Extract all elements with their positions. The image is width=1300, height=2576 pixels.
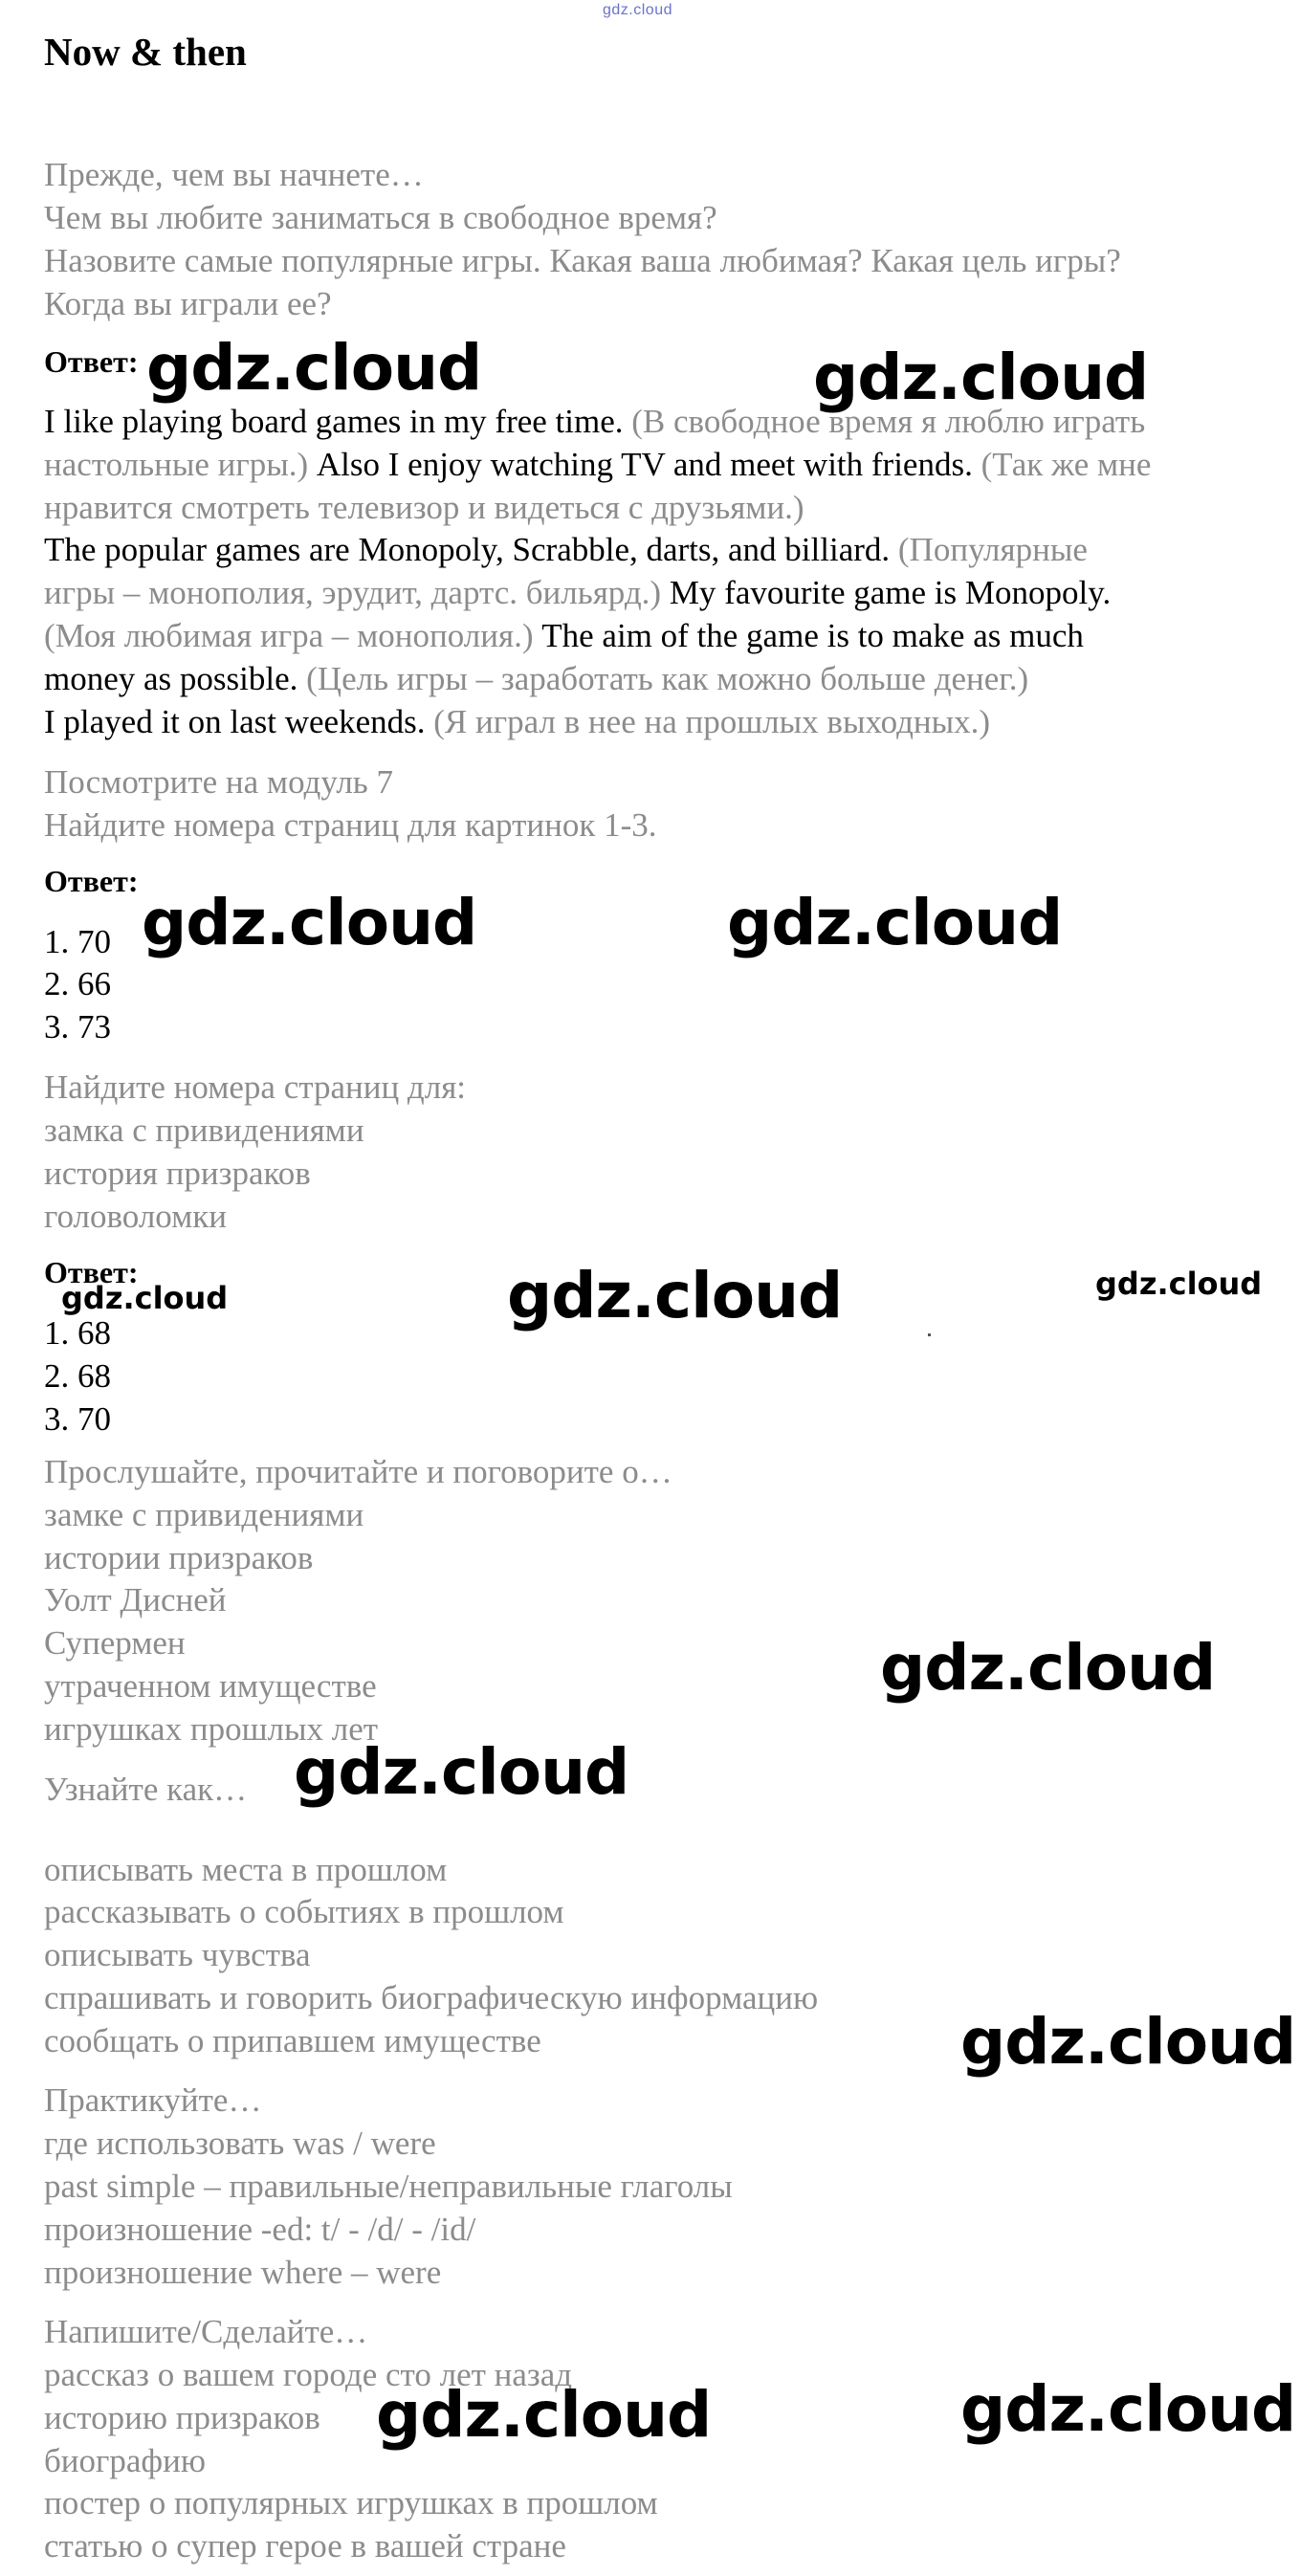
- prompt-line: Чем вы любите заниматься в свободное время?: [44, 199, 717, 236]
- answer-line: [44, 487, 804, 529]
- list-line: произношение where – were: [44, 2254, 442, 2291]
- prompt-line: история призраков: [44, 1155, 311, 1192]
- answer-label: Ответ:: [44, 344, 139, 379]
- prompt-line: головоломки: [44, 1198, 227, 1235]
- list-line: историю призраков: [44, 2399, 320, 2436]
- stray-mark: [928, 1333, 931, 1336]
- list-line: рассказывать о событиях в прошлом: [44, 1893, 564, 1930]
- watermark: gdz.cloud: [880, 1631, 1216, 1705]
- answer-segment: The aim of the game is to make as much: [541, 617, 1084, 654]
- answer-segment: I like playing board games in my free time.: [44, 403, 632, 440]
- watermark: gdz.cloud: [727, 886, 1063, 959]
- prompt-line: Назовите самые популярные игры. Какая ваша любимая? Какая цель игры?: [44, 242, 1121, 279]
- section-heading: Практикуйте…: [44, 2081, 262, 2119]
- answer-segment: money as possible.: [44, 660, 307, 697]
- prompt-line: Посмотрите на модуль 7: [44, 763, 394, 801]
- prompt-line: замка с привидениями: [44, 1112, 364, 1149]
- list-line: биографию: [44, 2442, 206, 2479]
- answer-segment: (Моя любимая игра – монополия.): [44, 617, 542, 654]
- prompt-line: Прежде, чем вы начнете…: [44, 156, 424, 193]
- answer-item: 3. 70: [44, 1400, 111, 1438]
- answer-item: 2. 68: [44, 1357, 111, 1395]
- answer-item: 1. 68: [44, 1314, 111, 1352]
- answer-segment: (В свободное время я люблю играть: [631, 403, 1146, 440]
- list-line: описывать места в прошлом: [44, 1851, 448, 1888]
- answer-segment: игры – монополия, эрудит, дартс. бильярд.): [44, 574, 670, 611]
- list-line: Уолт Дисней: [44, 1581, 227, 1618]
- list-line: Прослушайте, прочитайте и поговорите о…: [44, 1453, 672, 1490]
- answer-item: 3. 73: [44, 1008, 111, 1046]
- prompt-line: Найдите номера страниц для:: [44, 1068, 467, 1106]
- list-line: истории призраков: [44, 1539, 314, 1576]
- answer-segment: Also I enjoy watching TV and meet with friends.: [316, 446, 981, 483]
- answer-label: Ответ:: [44, 864, 139, 898]
- list-line: замке с привидениями: [44, 1496, 364, 1533]
- watermark: gdz.cloud: [813, 341, 1149, 414]
- answer-segment: нравится смотреть телевизор и видеться с друзьями.): [44, 489, 804, 526]
- watermark: gdz.cloud: [294, 1735, 629, 1809]
- answer-line: [44, 658, 1028, 700]
- answer-item: 1. 70: [44, 923, 111, 960]
- answer-segment: (Так же мне: [981, 446, 1152, 483]
- watermark: gdz.cloud: [61, 1280, 229, 1316]
- prompt-line: Когда вы играли ее?: [44, 285, 332, 322]
- answer-line: [44, 615, 1084, 657]
- answer-line: [44, 572, 1111, 614]
- list-line: спрашивать и говорить биографическую информацию: [44, 1979, 819, 2016]
- list-line: сообщать о припавшем имуществе: [44, 2022, 541, 2059]
- list-line: статью о супер герое в вашей стране: [44, 2527, 566, 2565]
- answer-line: [44, 529, 1088, 571]
- watermark: gdz.cloud: [507, 1259, 843, 1332]
- page-title: Now & then: [44, 30, 247, 74]
- list-line: постер о популярных игрушках в прошлом: [44, 2484, 658, 2521]
- watermark: gdz.cloud: [376, 2378, 712, 2452]
- answer-segment: My favourite game is Monopoly.: [669, 574, 1112, 611]
- answer-segment: настольные игры.): [44, 446, 317, 483]
- answer-segment: (Я играл в нее на прошлых выходных.): [433, 703, 991, 740]
- list-line: игрушках прошлых лет: [44, 1710, 379, 1748]
- section-heading: Узнайте как…: [44, 1771, 248, 1808]
- watermark: gdz.cloud: [960, 2005, 1296, 2079]
- answer-segment: (Цель игры – заработать как можно больше денег.): [306, 660, 1029, 697]
- list-line: утраченном имуществе: [44, 1667, 377, 1705]
- list-line: рассказ о вашем городе сто лет назад: [44, 2356, 573, 2393]
- answer-segment: (Популярные: [897, 531, 1088, 568]
- section-heading: Напишите/Сделайте…: [44, 2313, 368, 2350]
- list-line: где использовать was / were: [44, 2125, 436, 2162]
- top-watermark: gdz.cloud: [603, 2, 672, 18]
- answer-item: 2. 66: [44, 965, 111, 1002]
- watermark: gdz.cloud: [1095, 1266, 1263, 1302]
- prompt-line: Найдите номера страниц для картинок 1-3.: [44, 806, 657, 844]
- answer-line: [44, 444, 1151, 486]
- list-line: past simple – правильные/неправильные глаголы: [44, 2168, 733, 2205]
- answer-line: [44, 701, 990, 743]
- watermark: gdz.cloud: [142, 886, 477, 959]
- answer-segment: I played it on last weekends.: [44, 703, 434, 740]
- answer-label: Ответ:: [44, 1255, 139, 1289]
- watermark: gdz.cloud: [146, 331, 482, 405]
- watermark: gdz.cloud: [960, 2372, 1296, 2446]
- list-line: описывать чувства: [44, 1936, 311, 1973]
- list-line: произношение -ed: t/ - /d/ - /id/: [44, 2211, 476, 2248]
- answer-segment: The popular games are Monopoly, Scrabble, darts, and billiard.: [44, 531, 898, 568]
- list-line: Супермен: [44, 1624, 186, 1662]
